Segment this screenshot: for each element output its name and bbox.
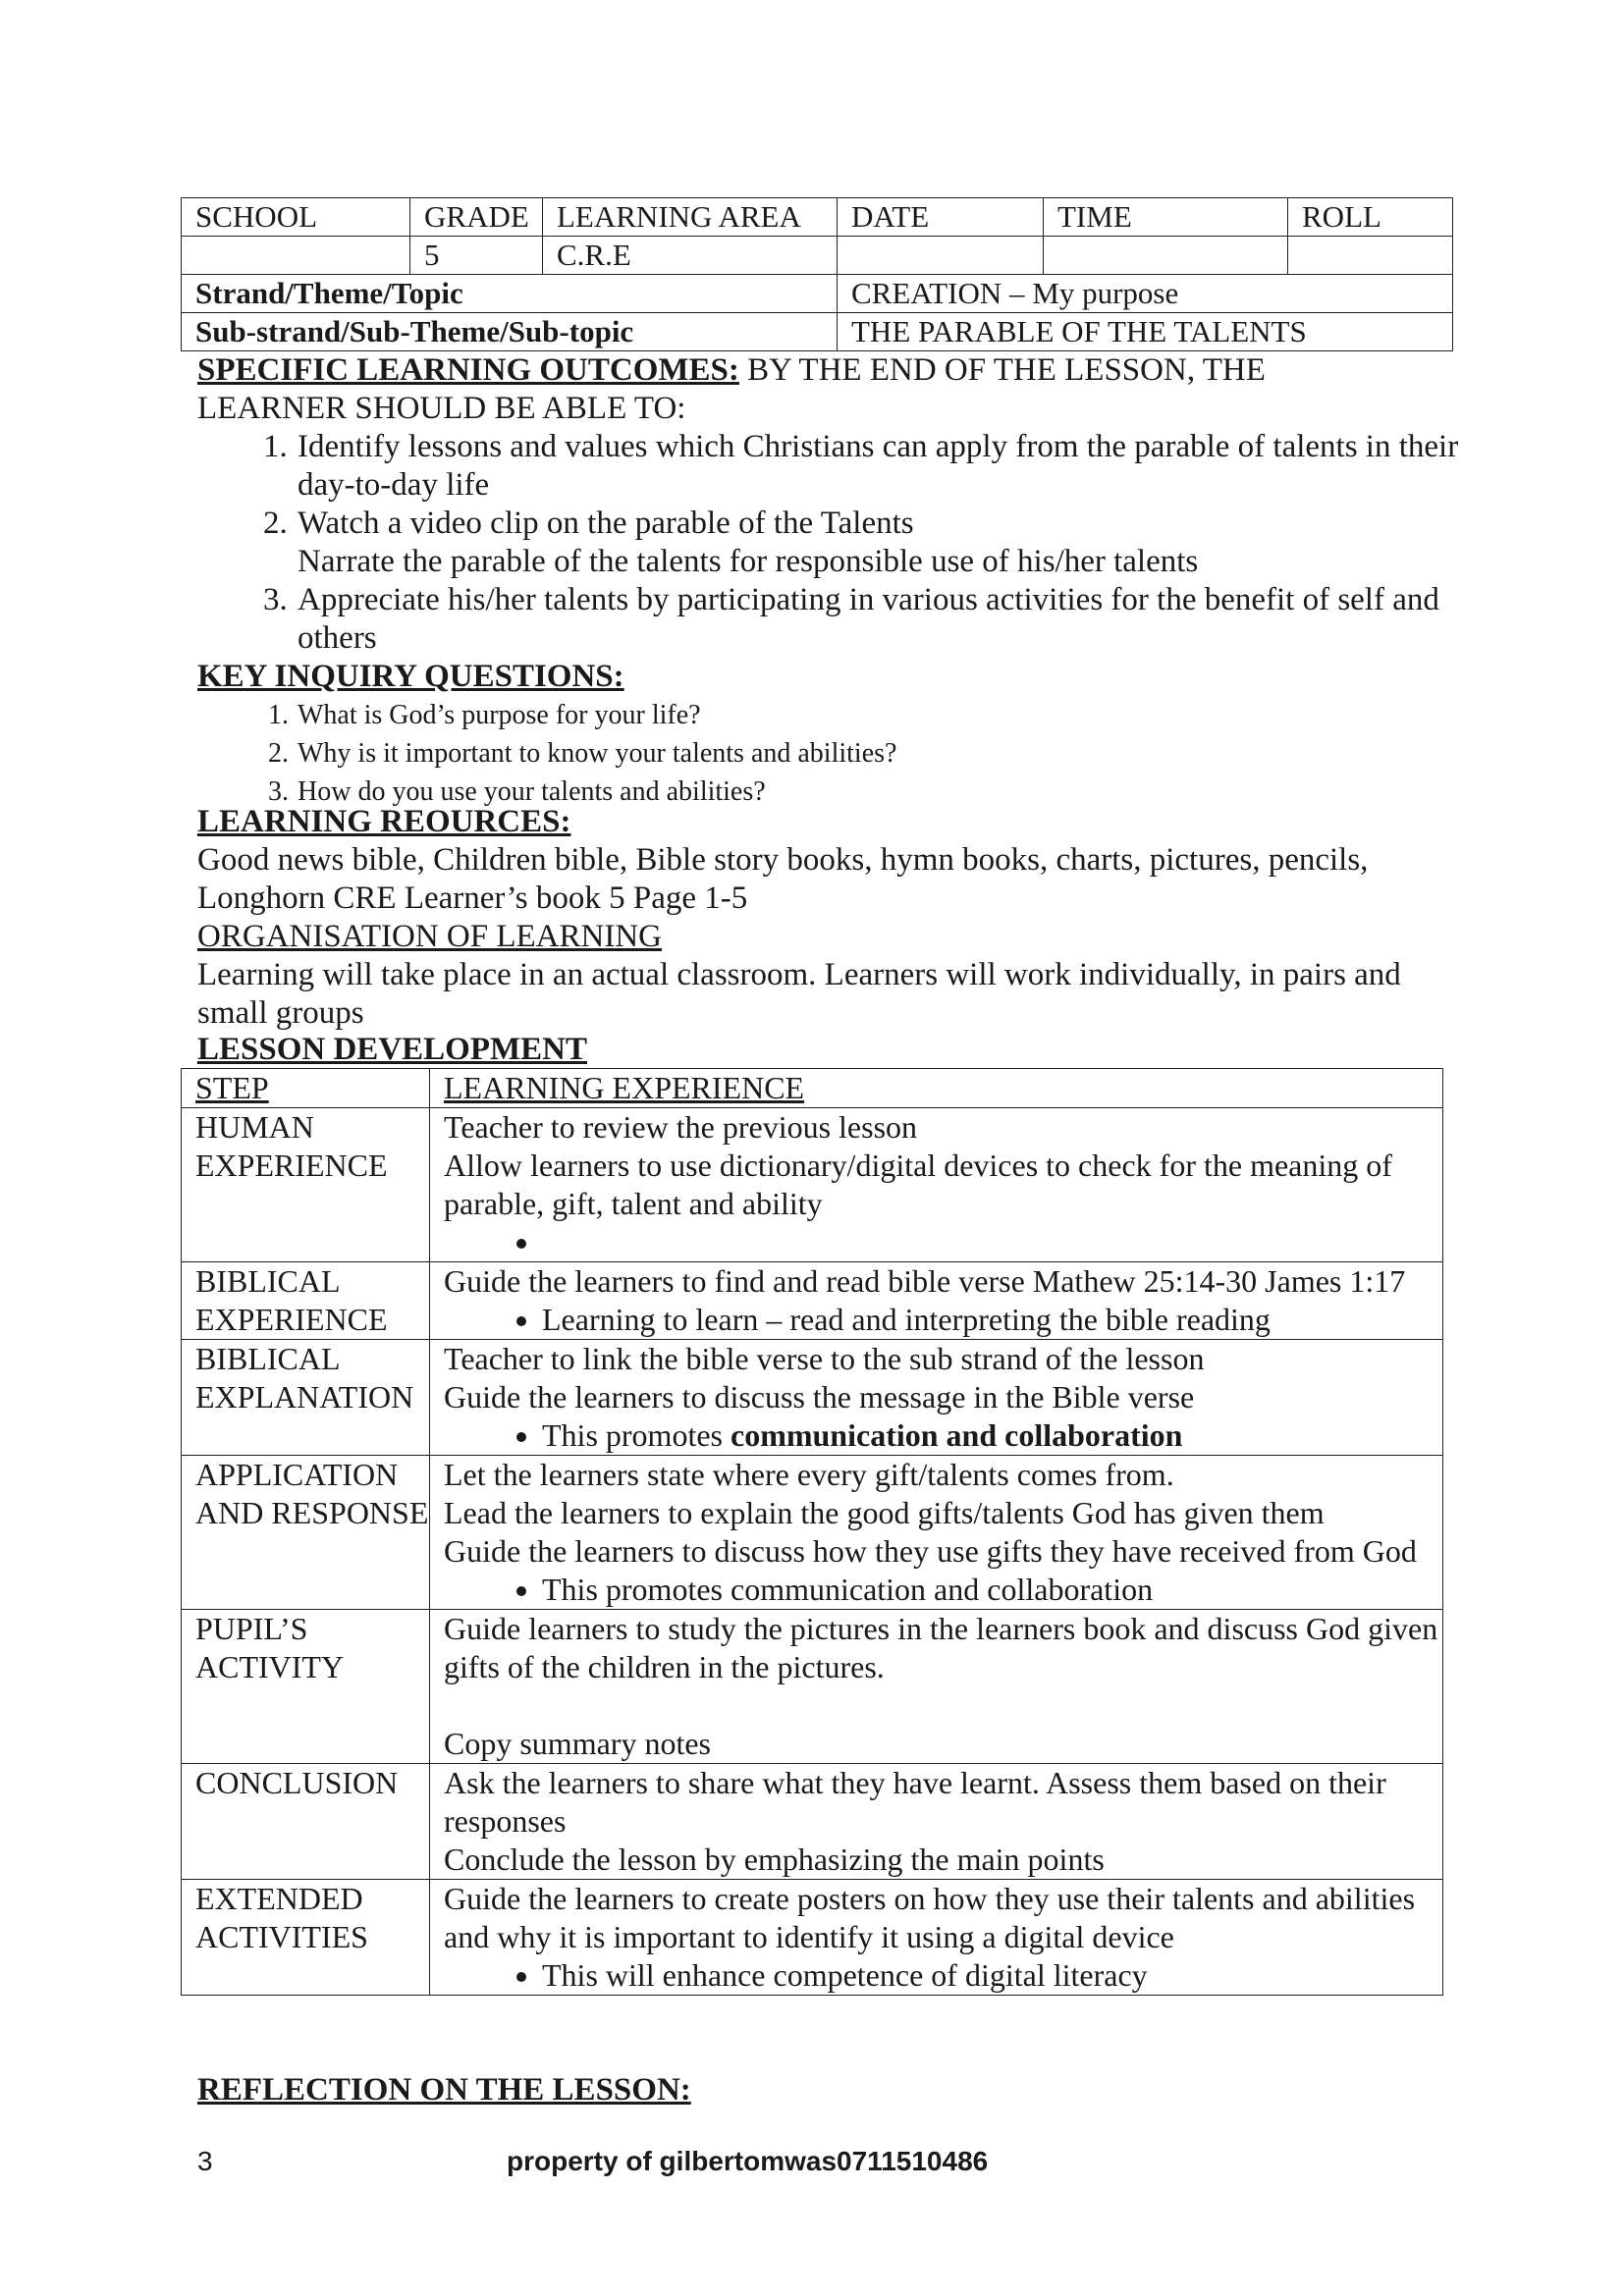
strand-value: CREATION – My purpose [838,275,1453,313]
strand-label: Strand/Theme/Topic [182,275,838,313]
step-cell: EXTENDED ACTIVITIES [182,1880,430,1996]
experience-line: Copy summary notes [444,1726,711,1761]
roll-label: ROLL [1288,198,1453,237]
reflection-heading: REFLECTION ON THE LESSON: [197,2072,691,2108]
outcome-item-extra: Narrate the parable of the talents for responsible use of his/her talents [298,544,1199,579]
experience-line: Guide the learners to find and read bible verse Mathew 25:14-30 James 1:17 [444,1263,1406,1299]
experience-cell [430,1880,1443,1996]
resources-line1: Good news bible, Children bible, Bible story books, hymn books, charts, pictures, pencils, [197,842,1369,878]
experience-cell [430,1108,1443,1262]
school-value [182,237,410,275]
bullet-list [444,1571,1442,1609]
property-footer: property of gilbertomwas0711510486 [507,2146,989,2176]
resources-line2: Longhorn CRE Learner’s book 5 Page 1-5 [197,881,748,916]
lesson-row-extended-activities [182,1880,1443,1996]
lesson-row-biblical-explanation [182,1340,1443,1456]
experience-line: Guide the learners to discuss the message in the Bible verse [444,1379,1195,1415]
lesson-development-table [181,1068,1443,1996]
step-cell: BIBLICAL EXPERIENCE [182,1262,430,1340]
inquiry-heading: KEY INQUIRY QUESTIONS: [197,659,624,694]
step-column-header: STEP [182,1069,430,1108]
organisation-text: Learning will take place in an actual classroom. Learners will work individually, in pairs and small groups [197,957,1401,1031]
bullet-list [444,1223,1442,1261]
page-number: 3 [197,2146,213,2176]
inquiry-section [197,658,1464,811]
outcome-item-text: Watch a video clip on the parable of the Talents [298,506,914,541]
lesson-row-pupils-activity [182,1610,1443,1764]
learning-area-label: LEARNING AREA [543,198,838,237]
resources-heading: LEARNING REOURCES: [197,804,571,839]
school-label: SCHOOL [182,198,410,237]
inquiry-item: 2. Why is it important to know your talents and abilities? [296,734,1464,773]
outcomes-section [197,351,1464,658]
outcomes-intro [197,351,1464,390]
experience-line: Teacher to link the bible verse to the sub strand of the lesson [444,1341,1205,1376]
outcomes-intro-line2: LEARNER SHOULD BE ABLE TO: [197,391,686,426]
inquiry-item: 3. How do you use your talents and abilities? [296,773,1464,811]
experience-cell [430,1610,1443,1764]
lesson-row-biblical-experience [182,1262,1443,1340]
bullet-text: This promotes [542,1417,731,1453]
empty-bullet [542,1223,1442,1261]
experience-cell [430,1340,1443,1456]
experience-column-header: LEARNING EXPERIENCE [430,1069,1443,1108]
date-label: DATE [838,198,1044,237]
experience-line: Allow learners to use dictionary/digital devices to check for the meaning of parable, gift, talent and ability [444,1148,1392,1221]
resources-section [197,803,1464,918]
time-value [1044,237,1288,275]
substrand-label: Sub-strand/Sub-Theme/Sub-topic [182,313,838,351]
bullet-item: • Learning to learn – read and interpreting the bible reading [542,1301,1442,1339]
lesson-row-conclusion [182,1764,1443,1880]
experience-cell [430,1456,1443,1610]
roll-value [1288,237,1453,275]
substrand-value: THE PARABLE OF THE TALENTS [838,313,1453,351]
bullet-list [444,1416,1442,1455]
step-cell: HUMAN EXPERIENCE [182,1108,430,1262]
experience-line: Guide learners to study the pictures in the learners book and discuss God given gifts of the children in the pictures. [444,1611,1438,1684]
bullet-list [444,1301,1442,1339]
step-cell: BIBLICAL EXPLANATION [182,1340,430,1456]
lesson-row-human-experience [182,1108,1443,1262]
step-cell: PUPIL’S ACTIVITY [182,1610,430,1764]
grade-value: 5 [410,237,543,275]
step-cell: CONCLUSION [182,1764,430,1880]
strand-row [182,275,1453,313]
bullet-list [444,1956,1442,1995]
experience-line: Let the learners state where every gift/talents comes from. [444,1457,1174,1492]
lesson-development-heading: LESSON DEVELOPMENT [197,1032,587,1067]
experience-line: Guide the learners to discuss how they use gifts they have received from God [444,1533,1417,1569]
header-values-row [182,237,1453,275]
outcomes-list [197,428,1464,658]
experience-cell [430,1262,1443,1340]
outcomes-heading: SPECIFIC LEARNING OUTCOMES: [197,352,739,388]
lesson-row-application-response [182,1456,1443,1610]
outcome-item: 3. Appreciate his/her talents by participating in various activities for the benefit of self and others [296,581,1464,658]
bullet-item: • This promotes communication and collaboration [542,1571,1442,1609]
experience-cell [430,1764,1443,1880]
substrand-row [182,313,1453,351]
experience-line: Guide the learners to create posters on how they use their talents and abilities and why it is important to identify it using a digital device [444,1881,1416,1954]
lesson-header-row [182,1069,1443,1108]
bullet-item [542,1416,1442,1455]
experience-line: Teacher to review the previous lesson [444,1109,918,1145]
outcome-item [296,505,1464,581]
lesson-header-table [181,197,1453,351]
outcome-item: 1. Identify lessons and values which Christians can apply from the parable of talents in their day-to-day life [296,428,1464,505]
inquiry-item: 1. What is God’s purpose for your life? [296,696,1464,734]
organisation-heading: ORGANISATION OF LEARNING [197,919,662,954]
date-value [838,237,1044,275]
time-label: TIME [1044,198,1288,237]
bullet-item: • This will enhance competence of digital literacy [542,1956,1442,1995]
outcomes-intro-rest: BY THE END OF THE LESSON, THE [738,352,1266,388]
experience-line: Conclude the lesson by emphasizing the main points [444,1842,1105,1877]
inquiry-list [197,696,1464,811]
grade-label: GRADE [410,198,543,237]
organisation-section [197,918,1464,1033]
header-labels-row [182,198,1453,237]
experience-line: Ask the learners to share what they have learnt. Assess them based on their responses [444,1765,1386,1839]
bullet-bold-text: communication and collaboration [730,1417,1183,1453]
experience-line: Lead the learners to explain the good gifts/talents God has given them [444,1495,1325,1530]
step-cell: APPLICATION AND RESPONSE [182,1456,430,1610]
learning-area-value: C.R.E [543,237,838,275]
